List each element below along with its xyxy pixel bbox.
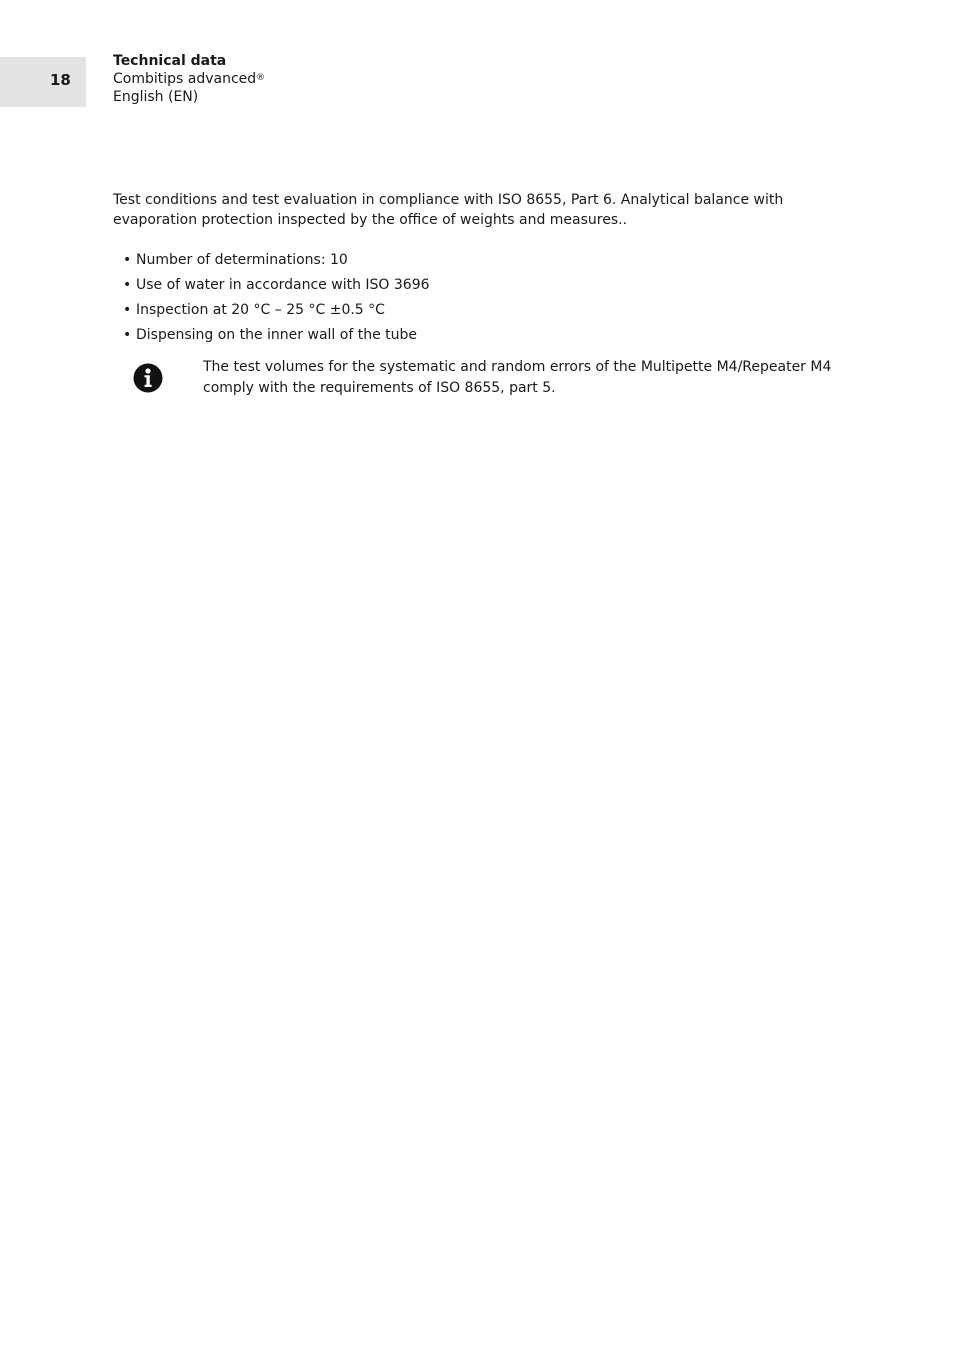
page-header <box>113 52 265 106</box>
list-item-text: Inspection at 20 °C – 25 °C ±0.5 °C <box>136 302 385 318</box>
bullet-icon: • <box>123 252 132 268</box>
bullet-icon: • <box>123 302 132 318</box>
section-title: Technical data <box>113 53 227 69</box>
list-item <box>113 300 430 325</box>
registered-mark: ® <box>256 73 266 83</box>
list-item <box>113 250 430 275</box>
list-item-text: Dispensing on the inner wall of the tube <box>136 327 417 343</box>
conditions-list <box>113 250 430 350</box>
info-icon <box>133 363 163 393</box>
list-item <box>113 325 430 350</box>
list-item-text: Use of water in accordance with ISO 3696 <box>136 277 430 293</box>
bullet-icon: • <box>123 277 132 293</box>
product-name: Combitips advanced <box>113 71 257 87</box>
intro-paragraph: Test conditions and test evaluation in compliance with ISO 8655, Part 6. Analytical balance with evaporation protection inspected by the office of weights and measures.. <box>113 192 784 228</box>
note-text: The test volumes for the systematic and random errors of the Multipette M4/Repeater M4 comply with the requirements of ISO 8655, part 5. <box>203 359 832 396</box>
product-line <box>113 70 265 88</box>
bullet-icon: • <box>123 327 132 343</box>
list-item-text: Number of determinations: 10 <box>136 252 348 268</box>
list-item <box>113 275 430 300</box>
language-label: English (EN) <box>113 89 199 105</box>
page-number: 18 <box>50 71 71 89</box>
